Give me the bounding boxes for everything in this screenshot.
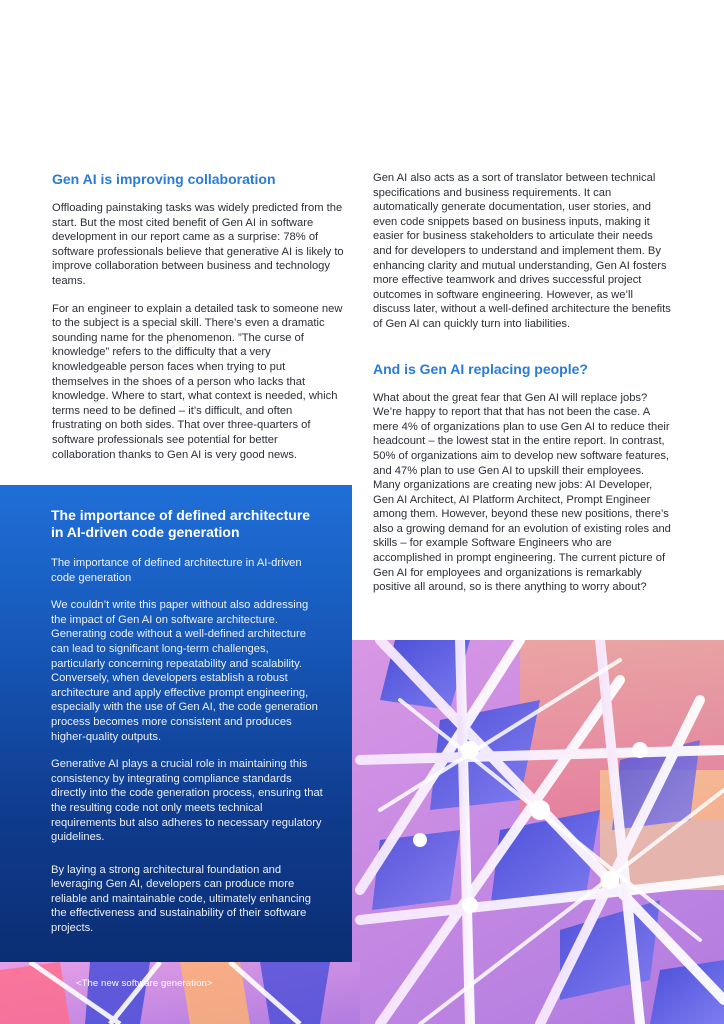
architecture-paragraph-1: We couldn’t write this paper without also addressing the impact of Gen AI on software architecture. Generating code without a well-defined architecture can lead to significant long-term challenges, particularly concerning repeatability and scalability. Conversely, when developers establish a robust architecture and apply effective prompt engineering, especially with the use of Gen AI, the code generation process becomes more consistent and produces higher-quality outputs. bbox=[51, 599, 318, 743]
architecture-panel bbox=[0, 485, 352, 962]
architecture-paragraph-3: By laying a strong architectural foundation and leveraging Gen AI, developers can produce more reliable and maintainable code, ultimately enhancing the effectiveness and sustainability of their software projects. bbox=[51, 863, 311, 935]
architecture-paragraph-2: Generative AI plays a crucial role in maintaining this consistency by integrating compliance standards directly into the code generation process, ensuring that the resulting code not only meets technical requirements but also adheres to necessary regulatory guidelines. bbox=[51, 758, 323, 844]
page-footer: <The new software generation> bbox=[76, 978, 213, 989]
collaboration-section bbox=[52, 171, 344, 462]
architecture-panel-content bbox=[51, 507, 323, 936]
architecture-heading: The importance of defined architecture in AI-driven code generation bbox=[51, 507, 311, 540]
collaboration-paragraph-2: For an engineer to explain a detailed task to someone new to the subject is a special skill. There’s even a dramatic sounding name for the phenomenon. ”The curse of knowledge” refers to the difficulty that a very knowledgeable person faces when trying to put themselves in the shoes of a person who lacks that knowledge. Where to start, what context is needed, which terms need to be defined – it’s difficult, and often frustrating on both sides. That over three-quarters of software professionals see potential for better collaboration thanks to Gen AI is very good news. bbox=[52, 302, 343, 461]
collaboration-paragraph-1: Offloading painstaking tasks was widely predicted from the start. But the most cited benefit of Gen AI in software development in our report came as a surprise: 78% of software professionals believe that generative AI is likely to improve collaboration between business and technology teams. bbox=[52, 202, 344, 287]
right-column bbox=[373, 171, 673, 595]
architecture-subheading: The importance of defined architecture in AI-driven code generation bbox=[51, 557, 302, 584]
replacing-heading: And is Gen AI replacing people? bbox=[373, 360, 588, 377]
translator-paragraph: Gen AI also acts as a sort of translator between technical specifications and business requirements. It can automatically generate documentation, user stories, and even code snippets based on business inputs, making it easier for business stakeholders to articulate their needs and for developers to understand and implement them. By enhancing clarity and mutual understanding, Gen AI fosters more effective teamwork and drives successful project outcomes in software engineering. However, as we’ll discuss later, without a well-defined architecture the benefits of Gen AI can quickly turn into liabilities. bbox=[373, 172, 671, 330]
replacing-paragraph: What about the great fear that Gen AI will replace jobs? We’re happy to report that that has not been the case. A mere 4% of organizations plan to use Gen AI to reduce their headcount – the lowest stat in the entire report. In contrast, 50% of organizations aim to develop new software features, and 47% plan to use Gen AI to upskill their employees. Many organizations are creating new jobs: AI Developer, Gen AI Architect, AI Platform Architect, Prompt Engineer among them. However, beyond these new positions, there’s also a growing demand for an evolution of existing roles and skills – for example Software Engineers who are accomplished in prompt engineering. The current picture of Gen AI for employees and organizations is remarkably positive all around, so is there anything to worry about? bbox=[373, 391, 671, 594]
collaboration-heading: Gen AI is improving collaboration bbox=[52, 171, 276, 187]
